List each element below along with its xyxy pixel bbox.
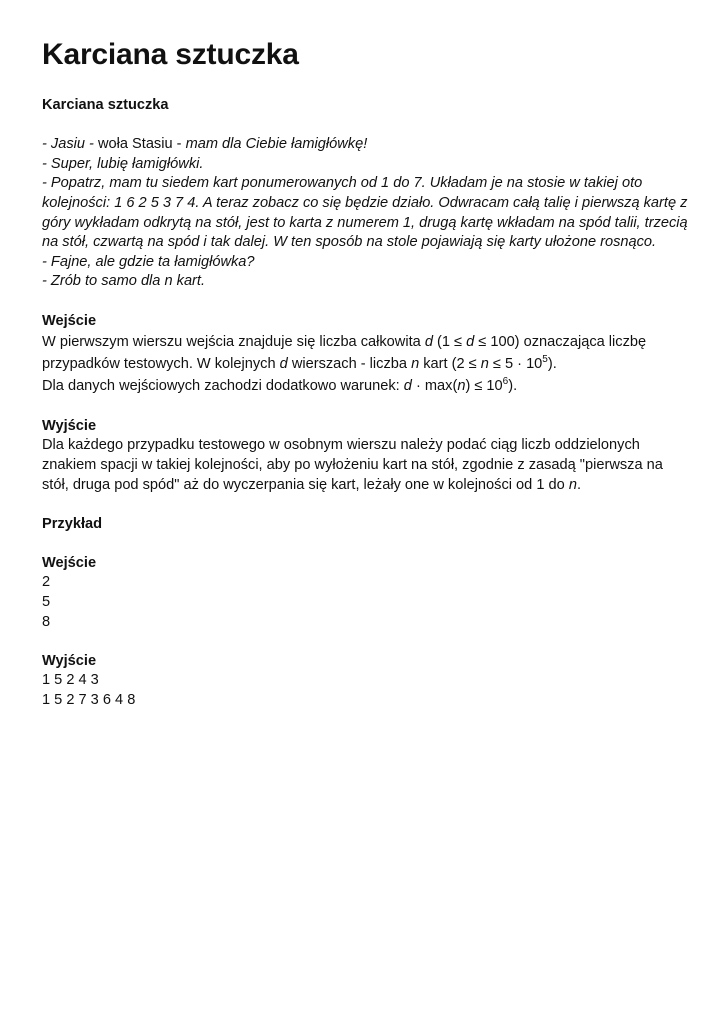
story-line-1: - Jasiu - woła Stasiu - mam dla Ciebie łamigłówkę!	[42, 136, 368, 153]
example-output-line: 1 5 2 4 3	[42, 672, 99, 689]
example-input-line: 5	[42, 594, 51, 611]
example-heading: Przykład	[42, 515, 103, 532]
example-output-heading: Wyjście	[42, 652, 97, 669]
story-line-4: - Fajne, ale gdzie ta łamigłówka?	[42, 253, 255, 270]
story-line-3: - Popatrz, mam tu siedem kart ponumerowanych od 1 do 7. Układam je na stosie w takiej oto kolejności: 1 6 2 5 3 7 4. A teraz zobacz co się będzie działo. Odwracam całą talię i pierwszą kartę z góry wykładam odkrytą na stół, jest to karta z numerem 1, drugą kartę wkładam na spód talii, trzecią na stół, czwartą na spód i tak dalej. W ten sposób na stole pojawiają się karty ułożone rosnąco.	[42, 175, 688, 251]
story-line-5: - Zrób to samo dla n kart.	[42, 273, 206, 290]
example-input-line: 8	[42, 613, 51, 630]
output-description: Dla każdego przypadku testowego w osobnym wierszu należy podać ciąg liczb oddzielonych znakiem spacji w takiej kolejności, aby po wyłożeniu kart na stół, zgodnie z zasadą "pierwsza na stół, druga pod spód" aż do wyczerpania się kart, leżały one w kolejności od 1 do n.	[42, 437, 663, 493]
input-heading: Wejście	[42, 312, 97, 329]
output-heading: Wyjście	[42, 417, 97, 434]
document-page	[42, 36, 692, 711]
problem-subtitle: Karciana sztuczka	[42, 97, 169, 113]
example-input-heading: Wejście	[42, 554, 97, 571]
story-block	[42, 135, 692, 292]
input-constraint: Dla danych wejściowych zachodzi dodatkowo warunek: $d \cdot \max(n) \le 10^6$).	[42, 376, 518, 395]
example-output-line: 1 5 2 7 3 6 4 8	[42, 692, 136, 709]
example-input	[42, 554, 692, 632]
story-line-2: - Super, lubię łamigłówki.	[42, 155, 204, 172]
input-description: W pierwszym wierszu wejścia znajduje się liczba całkowita d (1 ≤ d ≤ 100) oznaczająca liczbę przypadków testowych. W kolejnych d wierszach - liczba n kart $(2 \le n \le 5 \cdot 10^5)$.	[42, 334, 647, 373]
example-input-line: 2	[42, 574, 51, 591]
output-section	[42, 417, 692, 495]
example-output	[42, 652, 692, 711]
page-title: Karciana sztuczka	[42, 38, 299, 71]
input-section	[42, 312, 692, 398]
